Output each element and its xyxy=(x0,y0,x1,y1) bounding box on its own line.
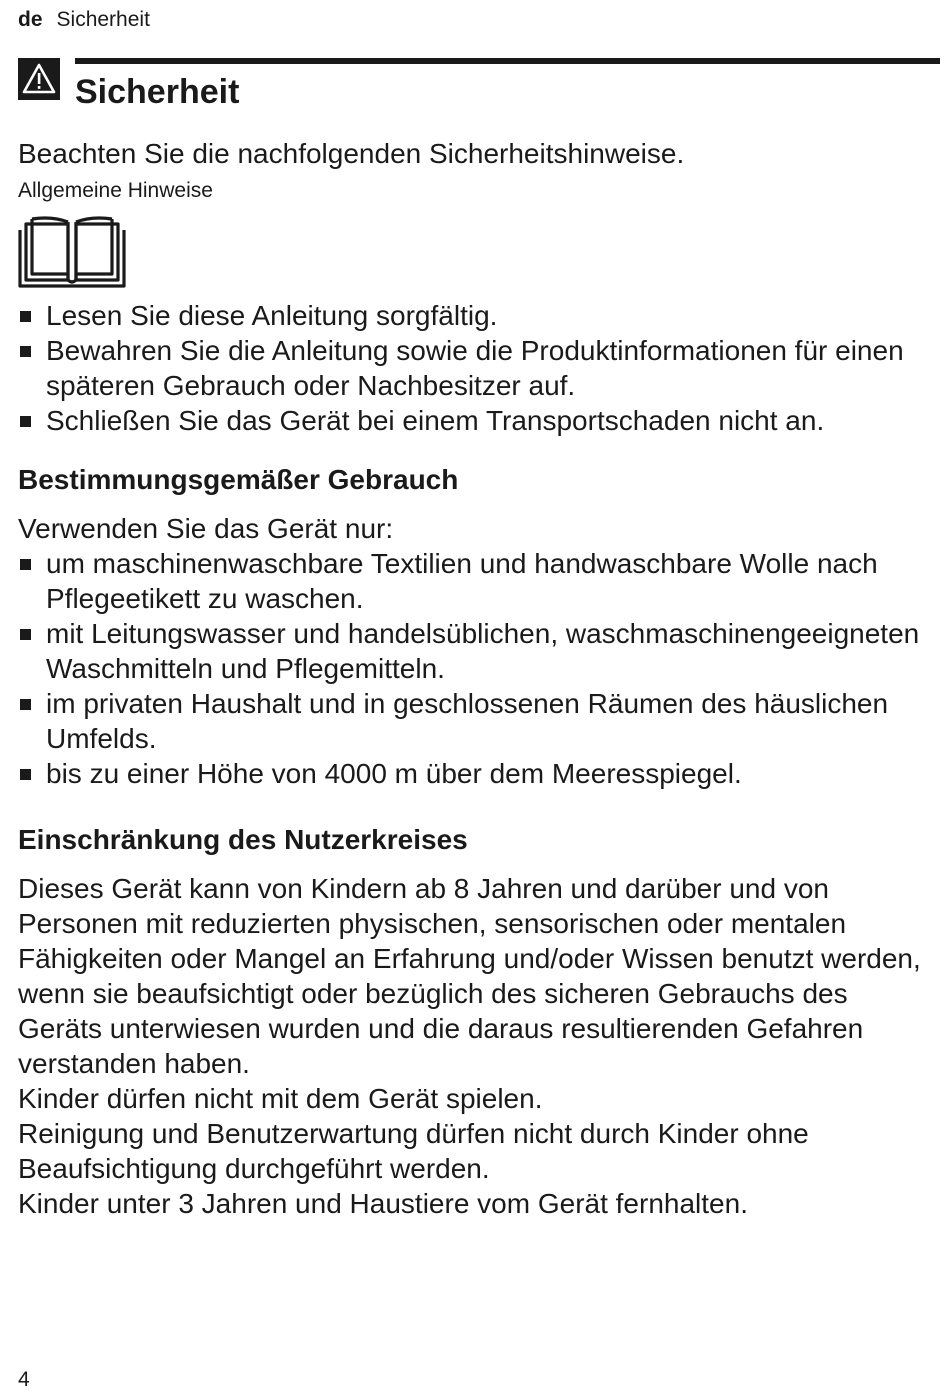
title-rule xyxy=(75,58,940,64)
user-restriction-paragraph: Kinder dürfen nicht mit dem Gerät spielen. xyxy=(18,1083,543,1114)
list-item: mit Leitungswasser und handelsüblichen, waschmaschinengeeigneten Waschmitteln und Pflegemitteln. xyxy=(18,616,938,686)
intended-use-list xyxy=(18,546,938,791)
running-header xyxy=(18,8,150,32)
intended-use-section xyxy=(18,511,938,791)
list-item: bis zu einer Höhe von 4000 m über dem Meeresspiegel. xyxy=(18,756,938,791)
language-code: de xyxy=(18,8,43,31)
intended-use-lead: Verwenden Sie das Gerät nur: xyxy=(18,513,394,544)
page-title: Sicherheit xyxy=(75,73,240,111)
list-item: Lesen Sie diese Anleitung sorgfältig. xyxy=(18,298,938,333)
list-item: um maschinenwaschbare Textilien und handwaschbare Wolle nach Pflegeetikett zu waschen. xyxy=(18,546,938,616)
list-item: Schließen Sie das Gerät bei einem Transportschaden nicht an. xyxy=(18,403,938,438)
list-item: im privaten Haushalt und in geschlossenen Räumen des häuslichen Umfelds. xyxy=(18,686,938,756)
user-restriction-section xyxy=(18,871,938,1221)
intro-text: Beachten Sie die nachfolgenden Sicherheitshinweise. xyxy=(18,138,685,169)
user-restriction-heading: Einschränkung des Nutzerkreises xyxy=(18,824,468,855)
user-restriction-paragraph: Kinder unter 3 Jahren und Haustiere vom Gerät fernhalten. xyxy=(18,1188,748,1219)
list-item: Bewahren Sie die Anleitung sowie die Produktinformationen für einen späteren Gebrauch oder Nachbesitzer auf. xyxy=(18,333,938,403)
page-number: 4 xyxy=(18,1368,30,1391)
intended-use-heading: Bestimmungsgemäßer Gebrauch xyxy=(18,464,459,495)
open-book-icon xyxy=(18,214,126,293)
header-section: Sicherheit xyxy=(56,8,150,31)
general-notes-heading: Allgemeine Hinweise xyxy=(18,179,213,202)
user-restriction-paragraph: Reinigung und Benutzerwartung dürfen nicht durch Kinder ohne Beaufsichtigung durchgeführt werden. xyxy=(18,1118,809,1184)
general-notes-list xyxy=(18,298,938,438)
user-restriction-paragraph: Dieses Gerät kann von Kindern ab 8 Jahren und darüber und von Personen mit reduzierten physischen, sensorischen oder mentalen Fähigkeiten oder Mangel an Erfahrung und/oder Wissen benutzt werden, wenn sie beaufsichtigt oder bezüglich des sicheren Gebrauchs des Geräts unterwiesen wurden und die daraus resultierenden Gefahren verstanden haben. xyxy=(18,873,921,1079)
warning-triangle-icon xyxy=(18,58,60,100)
